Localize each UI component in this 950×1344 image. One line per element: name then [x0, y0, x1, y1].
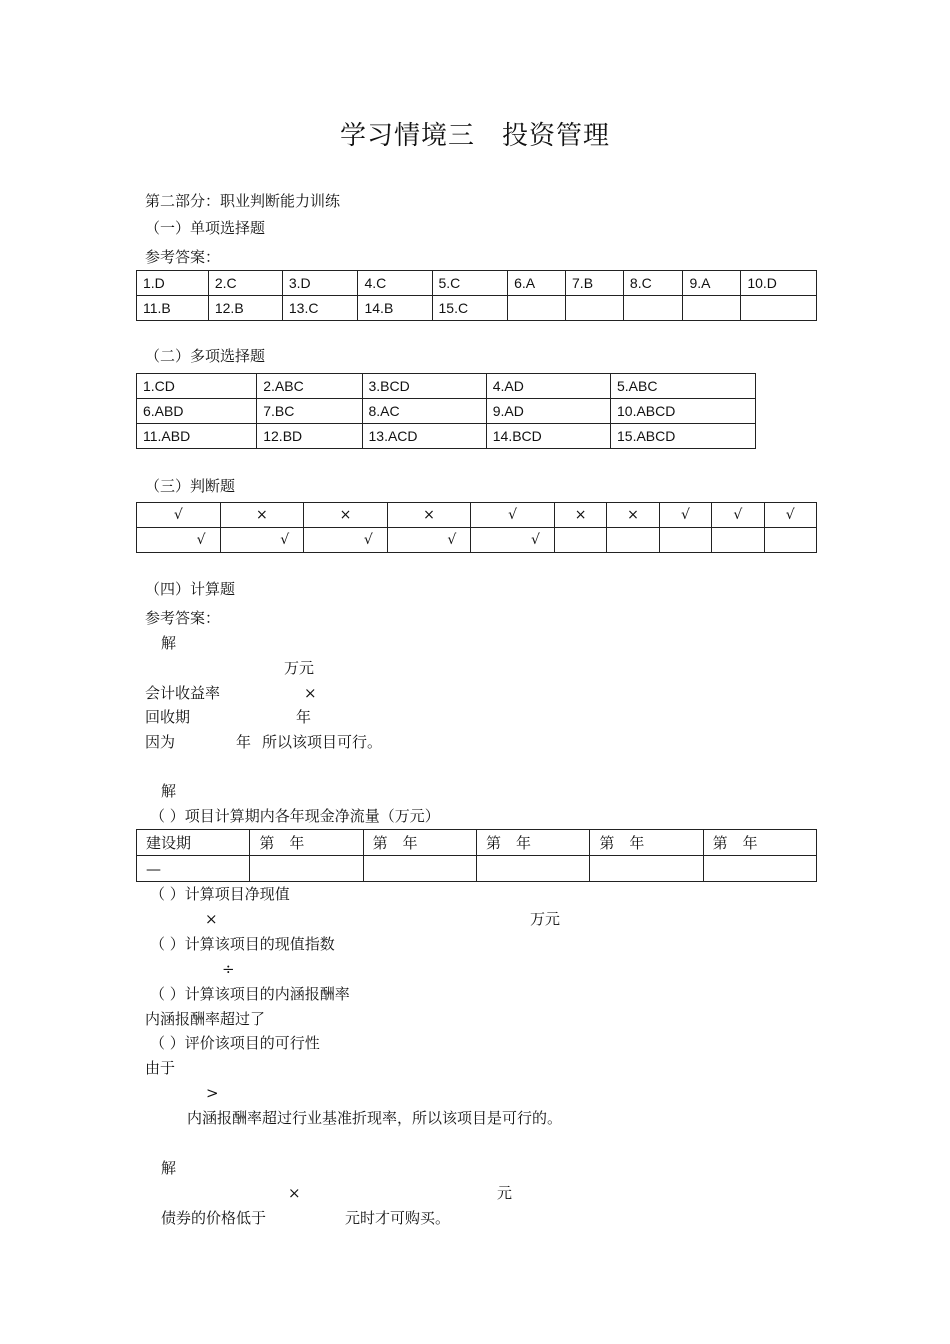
table-cell: √	[387, 528, 471, 553]
page-title: 学习情境三 投资管理	[339, 121, 610, 151]
q1-times-sign: ×	[304, 684, 317, 702]
calc-ref-label: 参考答案：	[145, 609, 221, 627]
q1-unit-wan: 万元	[284, 659, 315, 677]
table-cell: 12.B	[208, 296, 282, 321]
q1-because-label: 因为	[145, 733, 176, 751]
table-cell: 14.BCD	[486, 424, 610, 449]
q1-acc-rate-label: 会计收益率	[145, 684, 221, 702]
table-cell: ×	[387, 503, 471, 528]
table-cell: 2.ABC	[257, 374, 362, 399]
table-row	[137, 374, 756, 399]
table-cell: 1.CD	[137, 374, 257, 399]
table-cell: √	[712, 503, 764, 528]
q2-since-label: 由于	[145, 1059, 176, 1077]
table-cell	[764, 528, 816, 553]
table-cell	[659, 528, 711, 553]
table-cell: 2.C	[208, 271, 282, 296]
table-cell: 15.ABCD	[611, 424, 756, 449]
cash-flow-table	[136, 829, 817, 882]
single-choice-ref-label: 参考答案：	[145, 248, 221, 266]
table-cell: 14.B	[358, 296, 432, 321]
table-cell: 4.C	[358, 271, 432, 296]
table-cell: √	[304, 528, 388, 553]
single-choice-table	[136, 270, 817, 321]
table-cell	[554, 528, 606, 553]
q2-part2-heading: （ ）计算项目净现值	[150, 885, 290, 903]
table-cell: √	[659, 503, 711, 528]
q2-times-sign: ×	[205, 910, 218, 928]
table-header-cell: 第 年	[250, 830, 363, 856]
q3-bond-text-end: 元时才可购买。	[345, 1209, 451, 1227]
table-cell: √	[137, 528, 221, 553]
table-header-cell: 第 年	[590, 830, 703, 856]
table-cell: 10.ABCD	[611, 399, 756, 424]
multi-choice-heading: （二）多项选择题	[145, 347, 266, 365]
table-row	[137, 856, 817, 882]
table-cell	[250, 856, 363, 882]
table-cell: 5.C	[432, 271, 508, 296]
multi-choice-table	[136, 373, 756, 449]
table-cell: 10.D	[741, 271, 817, 296]
table-cell: 7.BC	[257, 399, 362, 424]
q2-unit-wan: 万元	[530, 910, 561, 928]
table-header-cell: 第 年	[476, 830, 589, 856]
table-header-cell: 建设期	[137, 830, 250, 856]
table-cell: ×	[220, 503, 304, 528]
table-cell: 1.D	[137, 271, 209, 296]
calc-heading: （四）计算题	[145, 580, 236, 598]
table-cell: ×	[554, 503, 606, 528]
table-row	[137, 271, 817, 296]
table-cell	[607, 528, 659, 553]
table-row	[137, 399, 756, 424]
table-cell: 3.BCD	[362, 374, 486, 399]
q2-conclusion: 内涵报酬率超过行业基准折现率，所以该项目是可行的。	[187, 1109, 563, 1127]
q1-year-unit-2: 年	[236, 733, 252, 751]
table-cell: 6.A	[508, 271, 566, 296]
q3-bond-text: 债券的价格低于	[161, 1209, 267, 1227]
table-cell	[363, 856, 476, 882]
table-row	[137, 424, 756, 449]
q2-part4-heading: （ ）计算该项目的内涵报酬率	[150, 985, 350, 1003]
table-cell	[741, 296, 817, 321]
table-cell: √	[471, 528, 555, 553]
table-cell: —	[137, 856, 250, 882]
table-cell: 12.BD	[257, 424, 362, 449]
judgement-heading: （三）判断题	[145, 477, 236, 495]
table-cell	[566, 296, 624, 321]
q3-solve-label: 解	[161, 1159, 177, 1177]
table-cell: 3.D	[282, 271, 358, 296]
table-header-cell: 第 年	[703, 830, 816, 856]
table-cell: 13.ACD	[362, 424, 486, 449]
table-row	[137, 528, 817, 553]
table-cell: √	[471, 503, 555, 528]
table-cell	[623, 296, 683, 321]
table-cell	[508, 296, 566, 321]
judgement-table	[136, 502, 817, 553]
single-choice-heading: （一）单项选择题	[145, 219, 266, 237]
q2-irr-text: 内涵报酬率超过了	[145, 1010, 266, 1028]
table-cell: 4.AD	[486, 374, 610, 399]
q2-greater-sign: >	[206, 1084, 219, 1102]
q3-unit-yuan: 元	[497, 1184, 513, 1202]
q2-divide-sign: ÷	[222, 960, 235, 978]
table-cell	[590, 856, 703, 882]
table-cell	[476, 856, 589, 882]
table-cell: 6.ABD	[137, 399, 257, 424]
section-heading: 第二部分：职业判断能力训练	[145, 192, 341, 210]
table-cell	[703, 856, 816, 882]
table-header-cell: 第 年	[363, 830, 476, 856]
q1-solve-label: 解	[161, 634, 177, 652]
table-cell: ×	[304, 503, 388, 528]
q3-times-sign: ×	[288, 1184, 301, 1202]
q2-part5-heading: （ ）评价该项目的可行性	[150, 1034, 320, 1052]
table-cell: 13.C	[282, 296, 358, 321]
table-cell: √	[220, 528, 304, 553]
q1-year-unit: 年	[296, 708, 312, 726]
table-row	[137, 503, 817, 528]
table-cell: 9.A	[683, 271, 741, 296]
table-cell: 8.AC	[362, 399, 486, 424]
table-cell: √	[137, 503, 221, 528]
q1-payback-label: 回收期	[145, 708, 191, 726]
table-cell: 8.C	[623, 271, 683, 296]
table-cell: ×	[607, 503, 659, 528]
table-cell: 15.C	[432, 296, 508, 321]
table-cell: 7.B	[566, 271, 624, 296]
table-cell: 9.AD	[486, 399, 610, 424]
q1-conclusion: 所以该项目可行。	[262, 733, 383, 751]
table-cell	[683, 296, 741, 321]
table-row	[137, 296, 817, 321]
table-cell: 11.B	[137, 296, 209, 321]
table-cell: √	[764, 503, 816, 528]
q2-part1-heading: （ ）项目计算期内各年现金净流量（万元）	[150, 807, 440, 825]
table-cell: 11.ABD	[137, 424, 257, 449]
table-cell	[712, 528, 764, 553]
q2-part3-heading: （ ）计算该项目的现值指数	[150, 935, 335, 953]
table-row	[137, 830, 817, 856]
q2-solve-label: 解	[161, 782, 177, 800]
table-cell: 5.ABC	[611, 374, 756, 399]
